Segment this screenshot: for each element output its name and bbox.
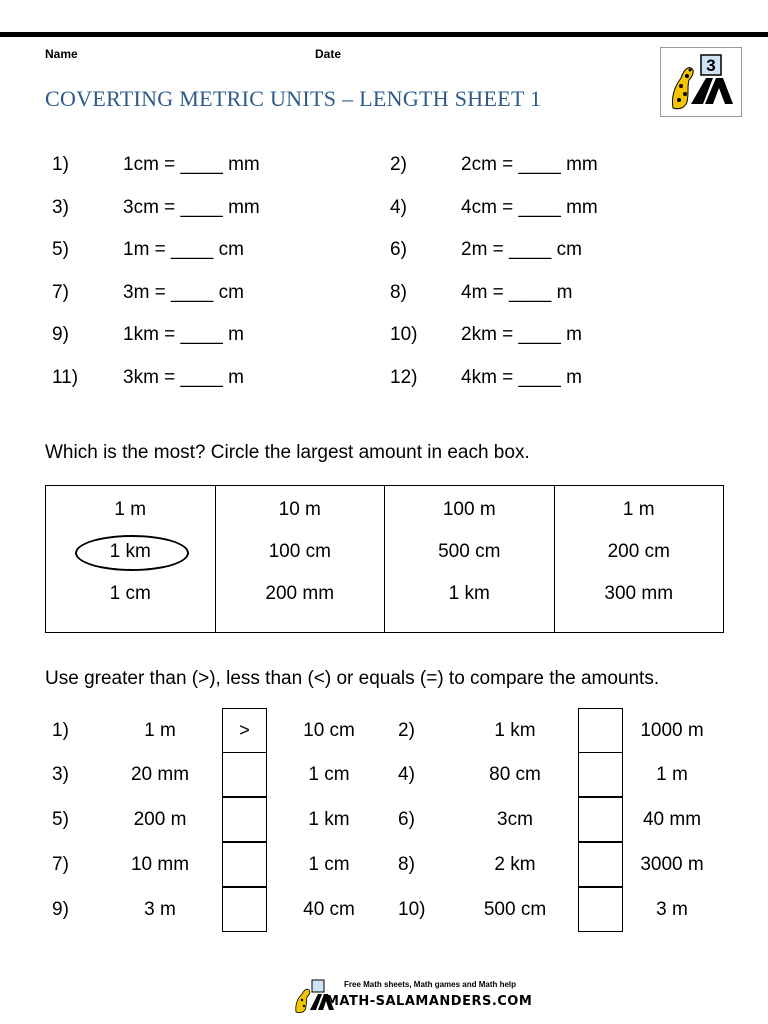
compare-row <box>0 797 768 842</box>
question-number: 4) <box>398 764 415 785</box>
question-number: 9) <box>52 899 69 920</box>
question-text: 2km = ____ m <box>461 324 582 345</box>
question-number: 10) <box>398 899 426 920</box>
answer-box[interactable] <box>222 887 267 932</box>
answer-box[interactable] <box>578 752 623 797</box>
amount-option[interactable]: 10 m <box>278 499 321 520</box>
question-number: 7) <box>52 282 69 303</box>
amount-option[interactable]: 300 mm <box>604 583 674 604</box>
amount-a: 20 mm <box>130 764 190 785</box>
question-number: 9) <box>52 324 69 345</box>
amount-b: 1 km <box>308 809 350 830</box>
top-rule <box>0 32 768 37</box>
amount-option[interactable]: 200 cm <box>607 541 670 562</box>
question-text: 4cm = ____ mm <box>461 197 598 218</box>
amount-b: 10 cm <box>303 720 355 741</box>
question-text: 3km = ____ m <box>123 367 244 388</box>
question-text: 2m = ____ cm <box>461 239 582 260</box>
amount-option[interactable]: 500 cm <box>438 541 501 562</box>
question-number: 2) <box>390 154 407 175</box>
amount-a: 80 cm <box>489 764 541 785</box>
most-box <box>46 486 216 633</box>
amount-a: 3 m <box>144 899 176 920</box>
question-number: 6) <box>390 239 407 260</box>
amount-a: 1 km <box>494 720 536 741</box>
amount-option[interactable]: 200 mm <box>265 583 335 604</box>
amount-a: 10 mm <box>130 854 190 875</box>
footer-url[interactable]: MATH-SALAMANDERS.COM <box>326 994 533 1009</box>
most-table <box>45 485 724 633</box>
compare-row <box>0 752 768 797</box>
question-number: 10) <box>390 324 418 345</box>
footer-tagline: Free Math sheets, Math games and Math help <box>344 980 517 989</box>
question-text: 2cm = ____ mm <box>461 154 598 175</box>
amount-b: 1 cm <box>308 854 350 875</box>
compare-row <box>0 708 768 753</box>
question-number: 8) <box>398 854 415 875</box>
amount-a: 3cm <box>497 809 533 830</box>
question-text: 1m = ____ cm <box>123 239 244 260</box>
date-label: Date <box>315 47 342 61</box>
amount-option[interactable]: 1 km <box>109 541 151 562</box>
amount-a: 2 km <box>494 854 536 875</box>
question-text: 1km = ____ m <box>123 324 244 345</box>
question-number: 11) <box>52 367 79 388</box>
answer-box[interactable] <box>578 708 623 753</box>
amount-b: 1 m <box>656 764 688 785</box>
amount-option[interactable]: 100 m <box>442 499 496 520</box>
question-text: 3cm = ____ mm <box>123 197 260 218</box>
amount-b: 1000 m <box>640 720 704 741</box>
salamander-grade-icon <box>661 48 741 116</box>
compare-row <box>0 887 768 932</box>
most-box <box>385 486 555 633</box>
question-number: 4) <box>390 197 407 218</box>
svg-text:3: 3 <box>706 56 716 75</box>
amount-b: 3000 m <box>640 854 704 875</box>
question-number: 8) <box>390 282 407 303</box>
page-title: COVERTING METRIC UNITS – LENGTH SHEET 1 <box>45 86 542 111</box>
answer-box[interactable] <box>222 842 267 887</box>
most-box <box>554 486 724 633</box>
question-number: 5) <box>52 809 69 830</box>
amount-b: 3 m <box>656 899 688 920</box>
question-number: 6) <box>398 809 415 830</box>
amount-a: 1 m <box>144 720 176 741</box>
amount-b: 40 cm <box>303 899 355 920</box>
amount-option[interactable]: 100 cm <box>268 541 331 562</box>
name-label: Name <box>45 47 78 61</box>
amount-option[interactable]: 1 cm <box>109 583 151 604</box>
amount-a: 200 m <box>133 809 187 830</box>
most-box <box>215 486 385 633</box>
answer-box[interactable] <box>222 752 267 797</box>
most-instruction: Which is the most? Circle the largest amount in each box. <box>45 442 530 463</box>
question-number: 5) <box>52 239 69 260</box>
question-number: 1) <box>52 720 69 741</box>
answer-box[interactable] <box>578 842 623 887</box>
amount-b: 40 mm <box>642 809 702 830</box>
compare-instruction: Use greater than (>), less than (<) or equals (=) to compare the amounts. <box>45 668 660 689</box>
amount-option[interactable]: 1 m <box>114 499 147 520</box>
amount-option[interactable]: 1 m <box>622 499 655 520</box>
question-number: 3) <box>52 764 69 785</box>
question-text: 4m = ____ m <box>461 282 573 303</box>
amount-b: 1 cm <box>308 764 350 785</box>
compare-row <box>0 842 768 887</box>
question-number: 3) <box>52 197 69 218</box>
question-number: 12) <box>390 367 418 388</box>
question-number: 1) <box>52 154 69 175</box>
question-number: 7) <box>52 854 69 875</box>
answer-box[interactable] <box>578 797 623 842</box>
question-text: 4km = ____ m <box>461 367 582 388</box>
amount-a: 500 cm <box>483 899 547 920</box>
answer-box[interactable] <box>578 887 623 932</box>
answer-box[interactable]: > <box>222 708 267 753</box>
amount-option[interactable]: 1 km <box>448 583 490 604</box>
question-text: 1cm = ____ mm <box>123 154 260 175</box>
salamander-logo <box>660 47 742 117</box>
footer-logo <box>292 976 533 1016</box>
answer-box[interactable] <box>222 797 267 842</box>
question-text: 3m = ____ cm <box>123 282 244 303</box>
question-number: 2) <box>398 720 415 741</box>
